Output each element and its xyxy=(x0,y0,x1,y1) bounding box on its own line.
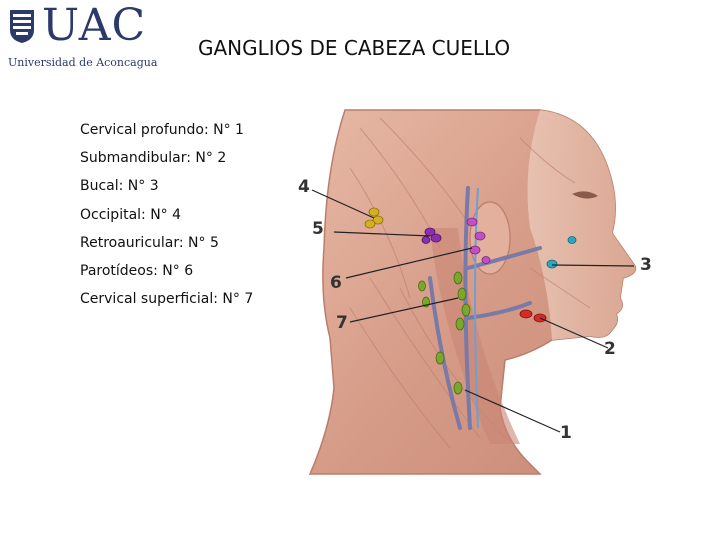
legend-item-submandibular: Submandibular: N° 2 xyxy=(80,150,227,167)
legend-item-occipital: Occipital: N° 4 xyxy=(80,206,182,223)
head-neck-anatomy-illustration xyxy=(290,108,670,478)
callout-6: 6 xyxy=(330,273,342,293)
logo-institution-name: Universidad de Aconcagua xyxy=(8,56,158,69)
callout-5: 5 xyxy=(312,219,324,239)
callout-7: 7 xyxy=(336,313,348,333)
callout-2: 2 xyxy=(604,339,616,359)
legend-item-parotideos: Parotídeos: N° 6 xyxy=(80,263,194,280)
shield-icon xyxy=(8,8,36,44)
lymph-node-legend xyxy=(80,116,253,313)
legend-item-bucal: Bucal: N° 3 xyxy=(80,178,159,195)
legend-item-cervical-profundo: Cervical profundo: N° 1 xyxy=(80,122,244,138)
university-logo xyxy=(6,0,158,70)
callout-1: 1 xyxy=(560,423,572,443)
legend-item-retroauricular: Retroauricular: N° 5 xyxy=(80,234,219,251)
callout-3: 3 xyxy=(640,255,652,275)
legend-item-cervical-superficial: Cervical superficial: N° 7 xyxy=(80,291,254,308)
page-title: GANGLIOS DE CABEZA CUELLO xyxy=(198,36,511,60)
callout-4: 4 xyxy=(298,177,310,197)
logo-acronym: UAC xyxy=(42,0,147,51)
